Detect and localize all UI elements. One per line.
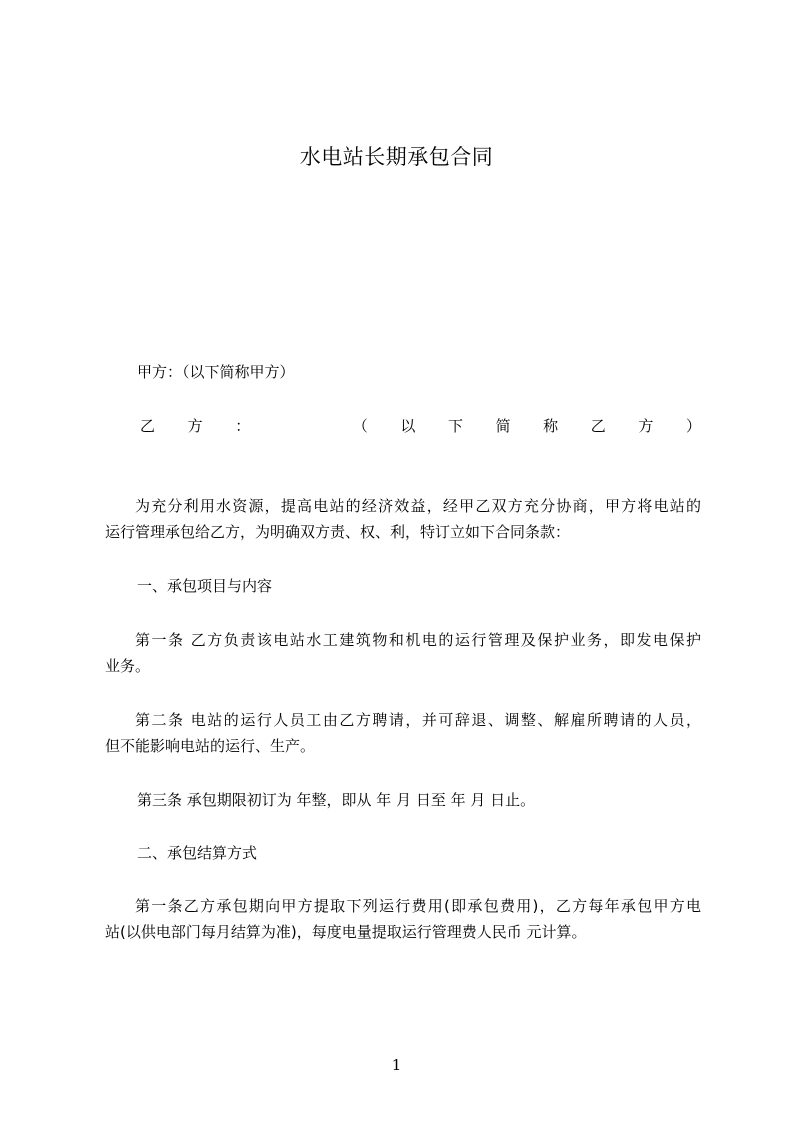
preamble-line-2: 运行管理承包给乙方，为明确双方责、权、利，特订立如下合同条款： [105, 523, 571, 541]
party-b-char: 以 [400, 417, 416, 435]
preamble-paragraph [105, 493, 701, 545]
party-b-char: 乙 [590, 417, 606, 435]
article-3-line: 第三条 承包期限初订为 年整，即从 年 月 日至 年 月 日止。 [137, 791, 536, 809]
party-b-char: 方 [638, 417, 654, 435]
preamble-line-1: 为充分利用水资源，提高电站的经济效益，经甲乙双方充分协商，甲方将电站的 [135, 497, 701, 515]
article-1-line-2: 业务。 [105, 657, 151, 675]
article-2-paragraph [105, 707, 701, 759]
article-2-line-1: 第二条 电站的运行人员工由乙方聘请，并可辞退、调整、解雇所聘请的人员， [135, 711, 701, 729]
party-b-char: （ [352, 417, 368, 435]
article-1-paragraph [105, 627, 701, 679]
party-b-char: 称 [543, 417, 559, 435]
section-heading-1: 一、承包项目与内容 [137, 577, 273, 595]
party-b-char: ： [235, 417, 251, 435]
page-number: 1 [391, 1056, 402, 1074]
settlement-line-2: 站(以供电部门每月结算为准)，每度电量提取运行管理费人民币 元计算。 [105, 923, 587, 941]
party-b-char: 乙 [140, 417, 156, 435]
party-b-char: 下 [447, 417, 463, 435]
party-b-char: ） [685, 417, 701, 435]
party-a-line: 甲方：（以下简称甲方） [137, 363, 295, 381]
article-1-line-1: 第一条 乙方负责该电站水工建筑物和机电的运行管理及保护业务，即发电保护 [135, 631, 701, 649]
settlement-paragraph [105, 893, 701, 945]
settlement-line-1: 第一条乙方承包期向甲方提取下列运行费用(即承包费用)，乙方每年承包甲方电 [135, 897, 701, 915]
party-b-line [140, 416, 701, 436]
document-title: 水电站长期承包合同 [299, 145, 494, 169]
party-b-char: 简 [495, 417, 511, 435]
party-b-char: 方 [187, 417, 203, 435]
section-heading-2: 二、承包结算方式 [137, 844, 258, 862]
article-2-line-2: 但不能影响电站的运行、生产。 [105, 737, 316, 755]
